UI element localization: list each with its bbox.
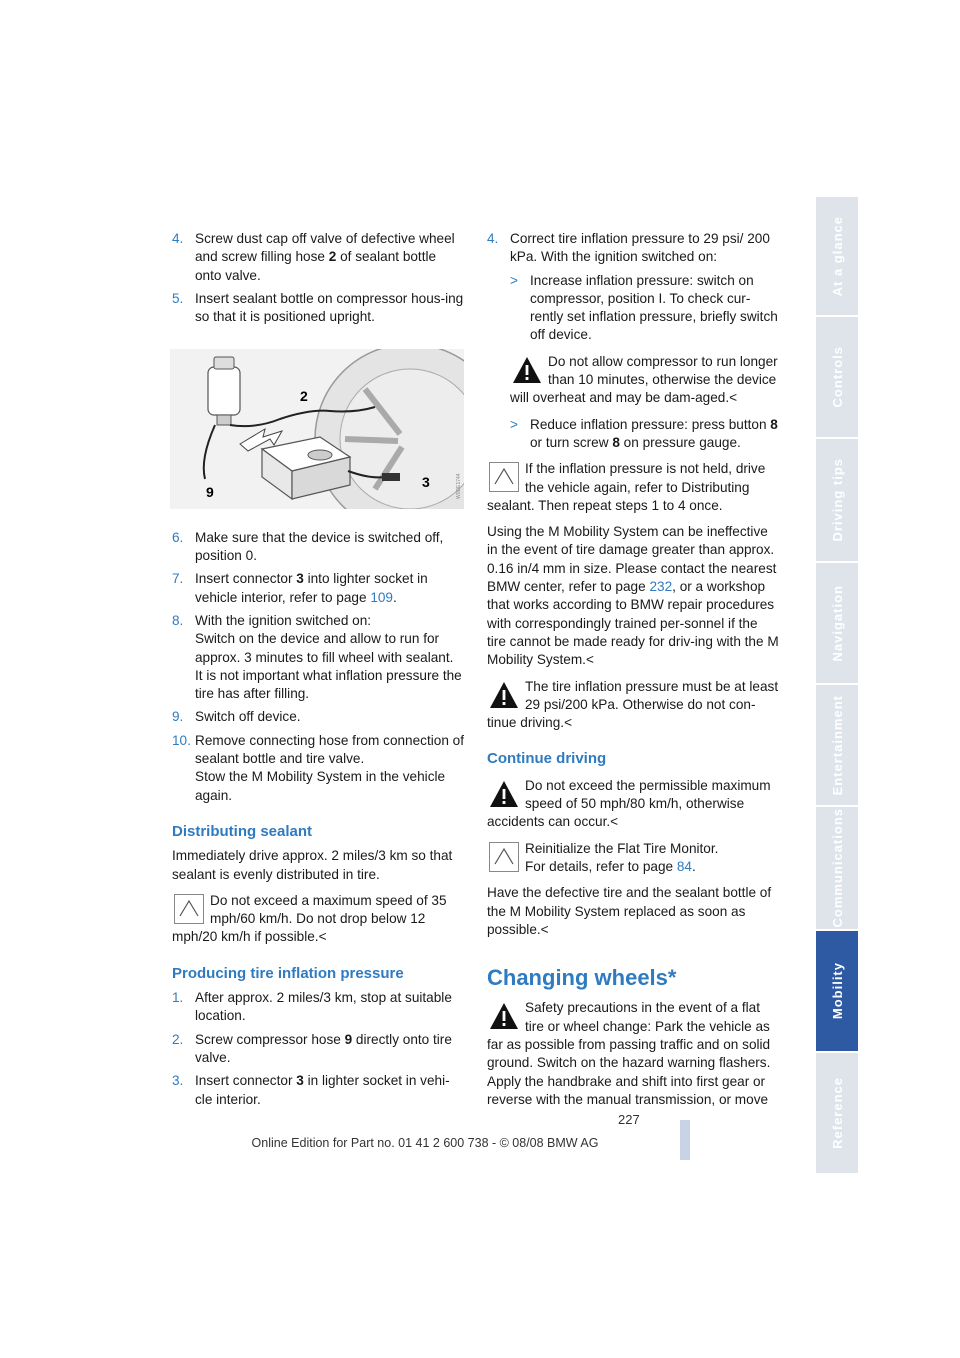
- tab-navigation[interactable]: [816, 563, 858, 685]
- step-text: After approx. 2 miles/3 km, stop at suitable location.: [195, 990, 452, 1024]
- step-number: 4.: [487, 231, 499, 246]
- speed-warning-text: Do not exceed the permissible maximum speed of 50 mph/80 km/h, otherwise accidents can occur.<: [487, 777, 771, 830]
- distributing-text: Immediately drive approx. 2 miles/3 km so that sealant is evenly distributed in tire.: [172, 848, 453, 882]
- warning-icon: [489, 1001, 519, 1031]
- note-icon: [489, 842, 519, 872]
- producing-steps: [172, 989, 464, 1109]
- chapter-tabs: [816, 197, 858, 1175]
- fill-step-4: [172, 708, 464, 726]
- footer-text: Online Edition for Part no. 01 41 2 600 738 - © 08/08 BMW AG: [251, 1136, 599, 1150]
- page-number: 227: [618, 1112, 640, 1127]
- pressure-not-held-text: If the inflation pressure is not held, drive the vehicle again, refer to Distributing sealant. Then repeat steps 1 to 4 once.: [487, 461, 766, 513]
- step-number: 7.: [172, 571, 184, 587]
- changing-wheels-heading: Changing wheels*: [487, 965, 677, 991]
- producing-step-3: [172, 1072, 464, 1109]
- continue-heading: Continue driving: [487, 750, 607, 768]
- sub-increase-pressure: [487, 272, 779, 345]
- step-number: 1.: [172, 990, 184, 1006]
- step-text: Insert connector 3 in lighter socket in vehi-cle interior.: [195, 1073, 450, 1107]
- sealant-bottle-drawing: [208, 357, 240, 425]
- tab-label: Communications: [829, 808, 845, 928]
- step-text: Screw compressor hose 9 directly onto tire valve.: [195, 1031, 452, 1065]
- tab-label: Entertainment: [829, 694, 845, 796]
- compressor-warning: [510, 353, 779, 408]
- sub-text: Increase inflation pressure: switch on compressor, position I. To check cur-rently set inflation pressure, briefly switch off device.: [530, 272, 778, 343]
- tab-label: Reference: [829, 1077, 845, 1149]
- step-text: With the ignition switched on: Switch on the device and allow to run for approx. 3 minutes to fill wheel with sealant. It is not important what inflation pressure the tire has after filling.: [195, 612, 462, 702]
- mount-steps: [172, 230, 464, 326]
- step-number: 5.: [172, 290, 184, 306]
- note-icon: [174, 894, 204, 924]
- fill-step-5: [172, 732, 464, 805]
- sub-text: Reduce inflation pressure: press button 8 or turn screw 8 on pressure gauge.: [530, 416, 778, 450]
- distributing-heading: Distributing sealant: [172, 822, 313, 840]
- fill-step-1: [172, 529, 464, 566]
- step-text: Insert sealant bottle on compressor hous-ing so that it is positioned upright.: [195, 290, 464, 325]
- reinitialize-note: [487, 840, 779, 877]
- figure-label-9: 9: [206, 484, 214, 501]
- tab-label: Controls: [829, 346, 845, 408]
- safety-warning-text: Safety precautions in the event of a flat tire or wheel change: Park the vehicle as far as possible from passing traffic and on solid ground. Switch on the hazard warning flashers. Apply the handbrake and shift into first gear or reverse with the manual transmission, or move: [487, 1000, 771, 1107]
- fill-step-2: [172, 570, 464, 607]
- warning-icon: [489, 680, 519, 710]
- producing-step-2: [172, 1031, 464, 1068]
- note-icon: [489, 462, 519, 492]
- step-4-correct-pressure: [487, 230, 779, 267]
- step-number: 8.: [172, 612, 184, 628]
- tab-label: Driving tips: [829, 458, 845, 542]
- warning-icon: [512, 355, 542, 385]
- tab-controls[interactable]: [816, 317, 858, 439]
- right-column: [487, 230, 779, 1117]
- tab-entertainment[interactable]: [816, 685, 858, 807]
- step-text: Correct tire inflation pressure to 29 psi/ 200 kPa. With the ignition switched on:: [510, 231, 770, 265]
- producing-heading: Producing tire inflation pressure: [172, 964, 404, 982]
- reinitialize-note-text: Reinitialize the Flat Tire Monitor. For details, refer to page 84.: [525, 840, 719, 874]
- replace-paragraph: Have the defective tire and the sealant bottle of the M Mobility System replaced as soon as possible.<: [487, 885, 772, 937]
- tab-label: Mobility: [829, 962, 845, 1020]
- step-number: 6.: [172, 529, 184, 545]
- min-pressure-warning-text: The tire inflation pressure must be at least 29 psi/200 kPa. Otherwise do not con-tinue driving.<: [487, 678, 779, 731]
- footer-edition: [0, 1136, 960, 1150]
- tab-label: Navigation: [829, 584, 845, 662]
- mount-step-2: [172, 290, 464, 327]
- mount-step-1: [172, 230, 464, 285]
- producing-step-1: [172, 989, 464, 1026]
- min-pressure-warning: [487, 678, 779, 733]
- step-text: Screw dust cap off valve of defective wheel and screw filling hose 2 of sealant bottle onto valve.: [195, 231, 455, 283]
- step-text: Insert connector 3 into lighter socket in vehicle interior, refer to page 109.: [195, 571, 428, 605]
- fill-step-3: [172, 612, 464, 703]
- ineffective-paragraph: Using the M Mobility System can be ineffective in the event of tire damage greater than approx. 0.16 in/4 mm in size. Please contact the nearest BMW center, refer to page 232, or a workshop that works according to BMW repair procedures with correspondingly trained per-sonnel if the tire cannot be made ready for driv-ing with the M Mobility System.<: [487, 524, 779, 668]
- tab-reference[interactable]: [816, 1053, 858, 1175]
- compressor-warning-text: Do not allow compressor to run longer than 10 minutes, otherwise the device will overheat and may be dam-aged.<: [510, 353, 778, 406]
- warning-icon: [489, 779, 519, 809]
- sub-reduce-pressure: [487, 416, 779, 453]
- tab-mobility[interactable]: [816, 931, 858, 1053]
- sealant-compressor-figure: [170, 349, 464, 509]
- bullet-marker: >: [510, 416, 518, 432]
- distributing-note: [172, 892, 464, 947]
- distributing-note-text: Do not exceed a maximum speed of 35 mph/60 km/h. Do not drop below 12 mph/20 km/h if possible.<: [172, 892, 447, 945]
- step-number: 9.: [172, 709, 184, 725]
- figure-label-2: 2: [300, 388, 308, 405]
- step-text: Switch off device.: [195, 709, 301, 725]
- fill-steps: [172, 529, 464, 805]
- figure-code: W0DE1744: [456, 473, 462, 500]
- speed-warning: [487, 777, 779, 832]
- safety-warning: [487, 999, 779, 1109]
- step-text: Remove connecting hose from connection of sealant bottle and tire valve. Stow the M Mobility System in the vehicle again.: [195, 732, 465, 803]
- step-number: 3.: [172, 1073, 184, 1089]
- tab-at-a-glance[interactable]: [816, 197, 858, 317]
- tab-label: At a glance: [829, 215, 845, 297]
- pressure-not-held-note: [487, 460, 779, 515]
- tab-driving-tips[interactable]: [816, 439, 858, 563]
- step-number: 4.: [172, 231, 184, 246]
- bullet-marker: >: [510, 272, 518, 288]
- step-number: 2.: [172, 1031, 184, 1047]
- figure-label-3: 3: [422, 474, 430, 491]
- step-number: 10.: [172, 732, 191, 748]
- tab-communications[interactable]: [816, 807, 858, 931]
- left-column: [172, 230, 464, 1114]
- step-text: Make sure that the device is switched off, position 0.: [195, 529, 444, 564]
